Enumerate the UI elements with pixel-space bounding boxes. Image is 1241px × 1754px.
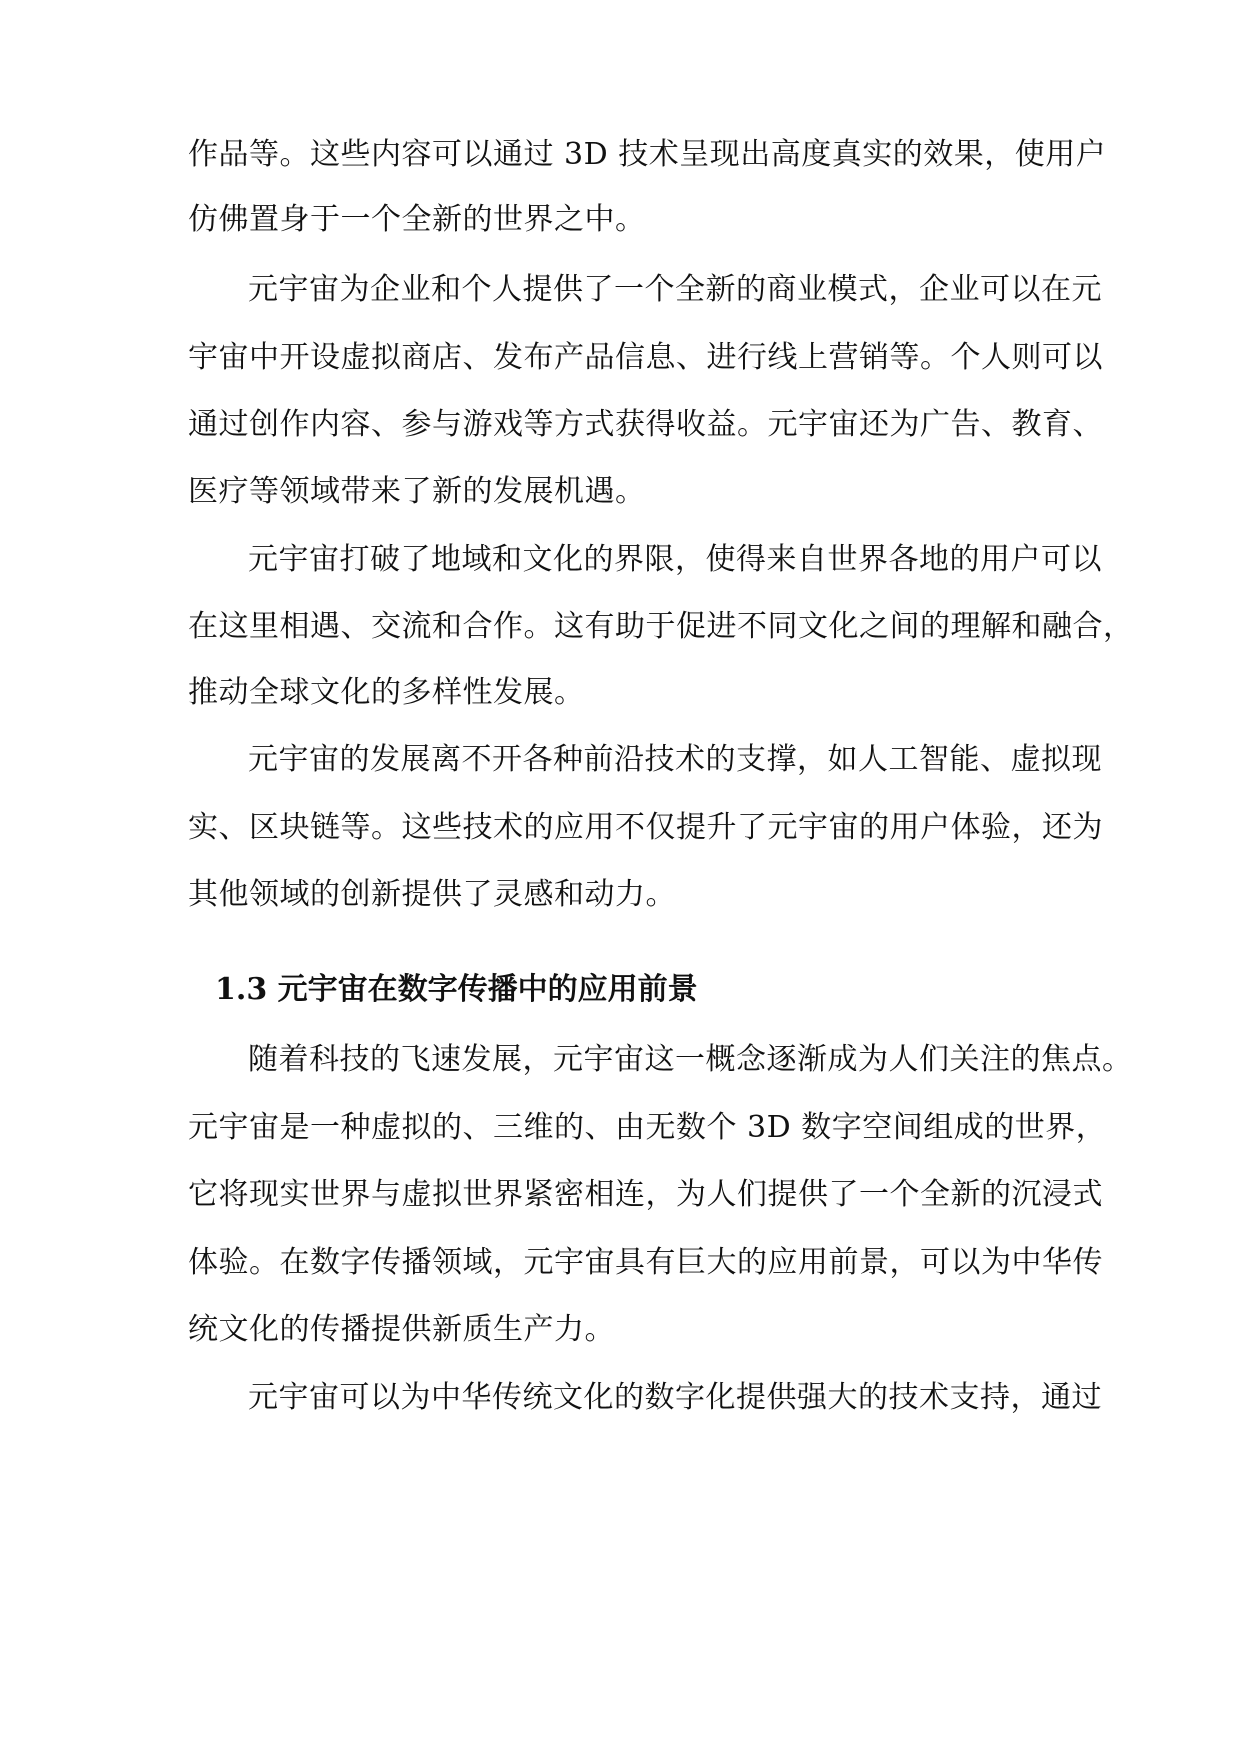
- paragraph-2-line-1: 元宇宙为企业和个人提供了一个全新的商业模式，企业可以在元: [248, 272, 1102, 307]
- section-paragraph-1-line-3: 它将现实世界与虚拟世界紧密相连，为人们提供了一个全新的沉浸式: [188, 1177, 1103, 1212]
- paragraph-1-line-1: 作品等。这些内容可以通过 3D 技术呈现出高度真实的效果，使用户: [188, 137, 1107, 172]
- section-paragraph-1-line-5: 统文化的传播提供新质生产力。: [188, 1312, 615, 1347]
- paragraph-4-line-3: 其他领域的创新提供了灵感和动力。: [188, 877, 676, 912]
- paragraph-3-line-1: 元宇宙打破了地域和文化的界限，使得来自世界各地的用户可以: [248, 542, 1102, 577]
- section-heading: 1.3 元宇宙在数字传播中的应用前景: [215, 972, 698, 1007]
- section-paragraph-1-line-2: 元宇宙是一种虚拟的、三维的、由无数个 3D 数字空间组成的世界，: [188, 1110, 1107, 1145]
- section-paragraph-1-line-4: 体验。在数字传播领域，元宇宙具有巨大的应用前景，可以为中华传: [188, 1245, 1103, 1280]
- paragraph-3-line-2: 在这里相遇、交流和合作。这有助于促进不同文化之间的理解和融合，: [188, 609, 1134, 644]
- paragraph-4-line-2: 实、区块链等。这些技术的应用不仅提升了元宇宙的用户体验，还为: [188, 810, 1103, 845]
- paragraph-1-line-2: 仿佛置身于一个全新的世界之中。: [188, 202, 646, 237]
- paragraph-2-line-3: 通过创作内容、参与游戏等方式获得收益。元宇宙还为广告、教育、: [188, 407, 1103, 442]
- section-paragraph-1-line-1: 随着科技的飞速发展，元宇宙这一概念逐渐成为人们关注的焦点。: [248, 1042, 1133, 1077]
- paragraph-3-line-3: 推动全球文化的多样性发展。: [188, 675, 585, 710]
- paragraph-4-line-1: 元宇宙的发展离不开各种前沿技术的支撑，如人工智能、虚拟现: [248, 742, 1102, 777]
- paragraph-2-line-4: 医疗等领域带来了新的发展机遇。: [188, 474, 646, 509]
- section-paragraph-2-line-1: 元宇宙可以为中华传统文化的数字化提供强大的技术支持，通过: [248, 1380, 1102, 1415]
- paragraph-2-line-2: 宇宙中开设虚拟商店、发布产品信息、进行线上营销等。个人则可以: [188, 340, 1103, 375]
